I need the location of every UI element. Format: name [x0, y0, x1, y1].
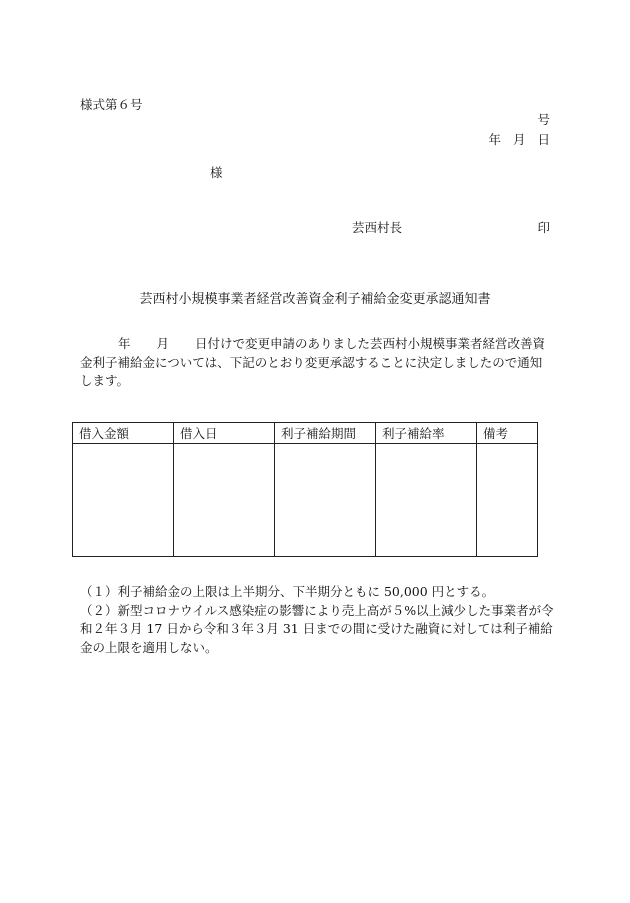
note-item: （２）新型コロナウイルス感染症の影響により売上高が５%以上減少した事業者が令和２年３月 17 日から令和３年３月 31 日までの間に受けた融資に対しては利子補給金の上限を適用しない。 [80, 602, 554, 655]
document-number-label: 号 [537, 112, 550, 127]
seal-mark: 印 [537, 220, 550, 235]
issue-date [488, 130, 550, 148]
col-subsidy-period: 利子補給期間 [275, 423, 376, 444]
cell-subsidy-period [275, 444, 376, 557]
date-year: 年 [488, 132, 501, 147]
cell-loan-amount [73, 444, 174, 557]
body-text: 日付けで変更申請のありました芸西村小規模事業者経営改善資金利子補給金については、下記のとおり変更承認することに決定しましたので通知します。 [80, 336, 546, 388]
loan-table-header [73, 423, 538, 444]
addressee-honorific: 様 [210, 165, 223, 180]
col-subsidy-rate: 利子補給率 [376, 423, 477, 444]
col-remarks: 備考 [477, 423, 538, 444]
body-month: 月 [156, 336, 170, 351]
notice-body [80, 335, 552, 391]
loan-table [72, 422, 538, 557]
col-loan-amount: 借入金額 [73, 423, 174, 444]
body-year: 年 [118, 336, 131, 351]
document-title: 芸西村小規模事業者経営改善資金利子補給金変更承認通知書 [139, 292, 491, 307]
cell-subsidy-rate [376, 444, 477, 557]
cell-remarks [477, 444, 538, 557]
date-day: 日 [537, 132, 550, 147]
date-month: 月 [512, 132, 526, 147]
table-row [73, 444, 538, 557]
issuer-name: 芸西村長 [352, 220, 403, 235]
form-number: 様式第６号 [80, 97, 143, 112]
cell-loan-date [174, 444, 275, 557]
notes [80, 583, 560, 657]
note-item: （１）利子補給金の上限は上半期分、下半期分ともに 50,000 円とする。 [80, 584, 495, 599]
col-loan-date: 借入日 [174, 423, 275, 444]
